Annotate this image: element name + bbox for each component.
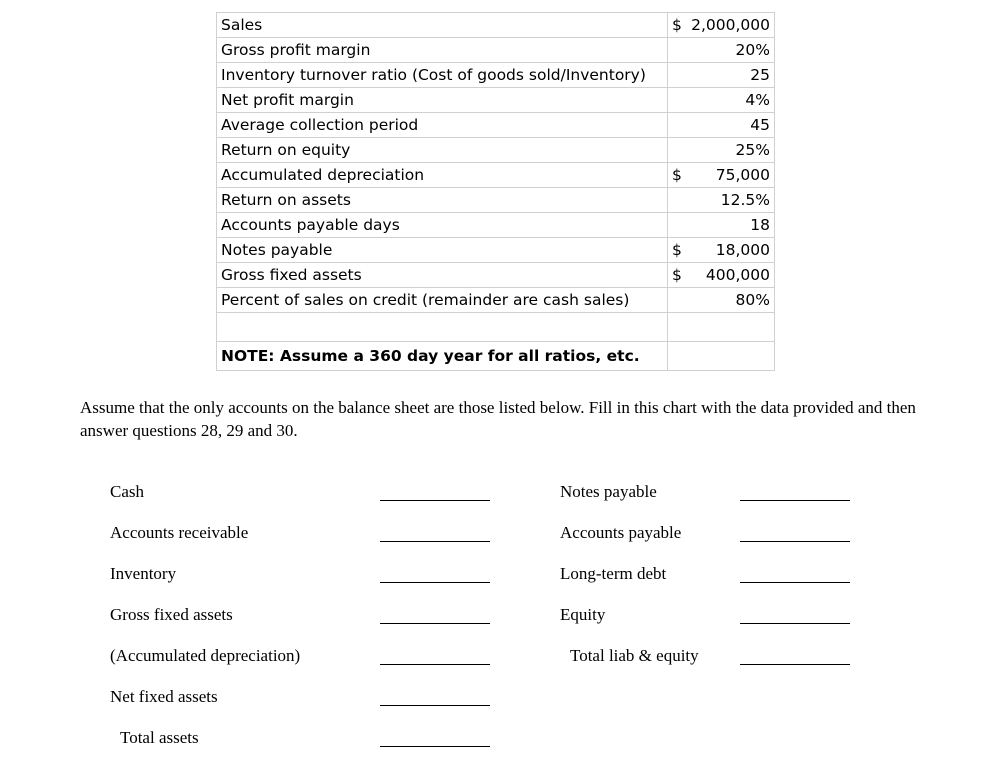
gross-fixed-assets-label: Gross fixed assets [110,605,233,624]
row-value: 25% [668,138,775,163]
table-row [217,38,775,63]
total-assets-blank[interactable] [380,746,490,747]
row-label: Accounts payable days [217,213,668,238]
row-value [668,163,775,188]
row-label: Sales [217,13,668,38]
inventory-label: Inventory [110,564,177,583]
note-row [217,342,775,371]
empty-cell [217,313,668,342]
equity-blank[interactable] [740,623,850,624]
accounts-receivable-blank[interactable] [380,541,490,542]
table-row [217,188,775,213]
notes-payable-blank[interactable] [740,500,850,501]
row-value: 20% [668,38,775,63]
total-liab-equity-blank[interactable] [740,664,850,665]
row-label: Accumulated depreciation [217,163,668,188]
table-row [217,13,775,38]
total-assets-label: Total assets [120,728,199,747]
table-row [217,238,775,263]
cash-blank[interactable] [380,500,490,501]
notes-payable-label: Notes payable [560,482,657,501]
table-row [217,163,775,188]
long-term-debt-blank[interactable] [740,582,850,583]
total-liab-equity-label: Total liab & equity [570,646,699,665]
empty-row [217,313,775,342]
row-label: Inventory turnover ratio (Cost of goods sold/Inventory) [217,63,668,88]
accounts-payable-label: Accounts payable [560,523,682,542]
currency-symbol: $ [672,16,682,34]
accumulated-depreciation-blank[interactable] [380,664,490,665]
gross-fixed-assets-blank[interactable] [380,623,490,624]
table-row [217,113,775,138]
cash-label: Cash [110,482,144,501]
row-value [668,13,775,38]
row-value: 80% [668,288,775,313]
inventory-blank[interactable] [380,582,490,583]
row-label: Return on equity [217,138,668,163]
row-value-text: 400,000 [705,266,770,284]
accounts-receivable-label: Accounts receivable [110,523,249,542]
table-row [217,88,775,113]
row-value-text: 18,000 [715,241,770,259]
table-row [217,138,775,163]
row-label: Gross fixed assets [217,263,668,288]
currency-symbol: $ [672,241,682,259]
long-term-debt-label: Long-term debt [560,564,667,583]
row-value-text: 2,000,000 [691,16,770,34]
row-value: 12.5% [668,188,775,213]
accounts-payable-blank[interactable] [740,541,850,542]
row-value [668,238,775,263]
empty-cell [668,313,775,342]
table-row [217,263,775,288]
row-label: Notes payable [217,238,668,263]
table-note: NOTE: Assume a 360 day year for all ratios, etc. [217,342,668,371]
empty-cell [668,342,775,371]
row-value: 25 [668,63,775,88]
row-value: 45 [668,113,775,138]
row-label: Average collection period [217,113,668,138]
financial-data-table [216,12,775,371]
table-row [217,213,775,238]
row-label: Net profit margin [217,88,668,113]
row-value [668,263,775,288]
net-fixed-assets-blank[interactable] [380,705,490,706]
table-row [217,63,775,88]
row-value-text: 75,000 [715,166,770,184]
table-row [217,288,775,313]
instructions-text: Assume that the only accounts on the balance sheet are those listed below. Fill in this chart with the data provided and then answer questions 28, 29 and 30. [80,398,916,440]
row-label: Gross profit margin [217,38,668,63]
row-label: Return on assets [217,188,668,213]
row-label: Percent of sales on credit (remainder are cash sales) [217,288,668,313]
net-fixed-assets-label: Net fixed assets [110,687,218,706]
row-value: 18 [668,213,775,238]
currency-symbol: $ [672,266,682,284]
equity-label: Equity [560,605,606,624]
accumulated-depreciation-label: (Accumulated depreciation) [110,646,301,665]
currency-symbol: $ [672,166,682,184]
row-value: 4% [668,88,775,113]
